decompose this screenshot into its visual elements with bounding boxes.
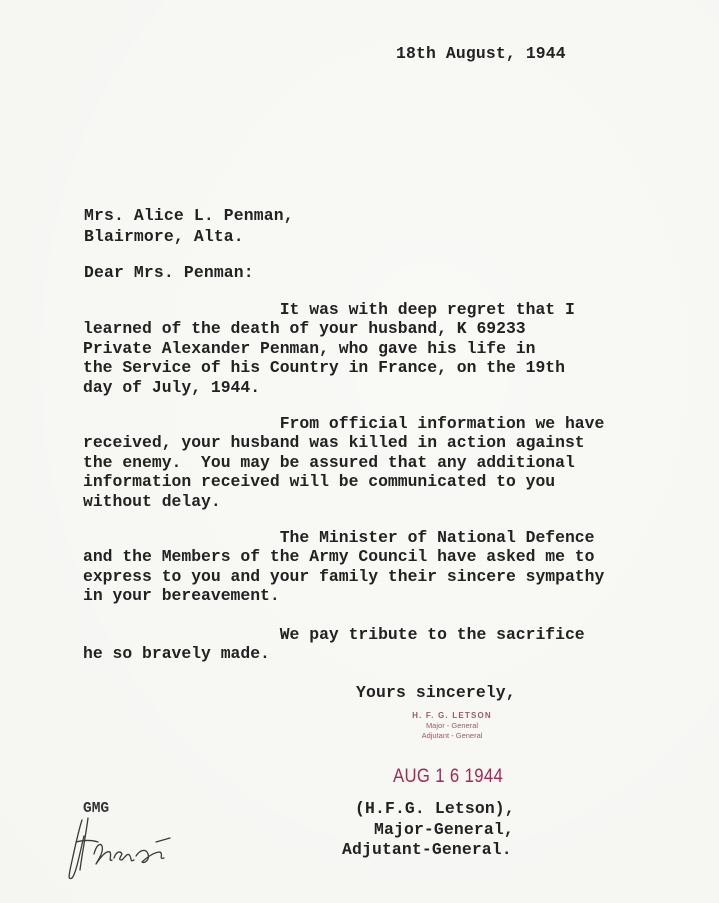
paragraph-1 (83, 300, 575, 397)
date-stamp: AUG 1 6 1944 (393, 766, 504, 787)
signatory-title: Adjutant-General. (342, 840, 512, 859)
typist-initials: GMG (83, 801, 110, 817)
paragraph-line: We pay tribute to the sacrifice (83, 625, 585, 644)
paragraph-line: It was with deep regret that I (83, 300, 575, 319)
paragraph-line: without delay. (83, 491, 221, 511)
paragraph-line: Private Alexander Penman, who gave his life in (83, 338, 536, 358)
recipient-location: Blairmore, Alta. (84, 227, 244, 246)
name-stamp-name: H. F. G. LETSON (412, 711, 492, 720)
closing: Yours sincerely, (356, 683, 516, 702)
name-stamp (402, 711, 502, 741)
paragraph-line: in your bereavement. (83, 586, 280, 606)
paragraph-line: information received will be communicated to you (83, 472, 556, 492)
paragraph-2 (83, 414, 604, 511)
letter-date: 18th August, 1944 (396, 44, 566, 63)
salutation: Dear Mrs. Penman: (84, 263, 254, 282)
signatory-name: (H.F.G. Letson), (355, 799, 515, 818)
paragraph-3 (83, 528, 604, 606)
paragraph-line: the Service of his Country in France, on the 19th (83, 358, 565, 378)
handwritten-signature (60, 812, 180, 892)
name-stamp-rank: Major - General (425, 721, 479, 730)
paragraph-line: he so bravely made. (83, 644, 270, 664)
paragraph-4 (83, 625, 585, 664)
recipient-name: Mrs. Alice L. Penman, (84, 206, 294, 225)
paragraph-line: the enemy. You may be assured that any additional (83, 452, 575, 472)
signatory-rank: Major-General, (374, 820, 514, 839)
paragraph-line: and the Members of the Army Council have asked me to (83, 547, 595, 567)
name-stamp-title: Adjutant - General (421, 731, 483, 740)
paragraph-line: learned of the death of your husband, K 69233 (83, 319, 526, 339)
paragraph-line: received, your husband was killed in action against (83, 433, 585, 453)
paragraph-line: express to you and your family their sincere sympathy (83, 566, 605, 586)
paragraph-line: The Minister of National Defence (83, 528, 595, 547)
paragraph-line: From official information we have (83, 414, 605, 433)
paragraph-line: day of July, 1944. (83, 377, 261, 397)
